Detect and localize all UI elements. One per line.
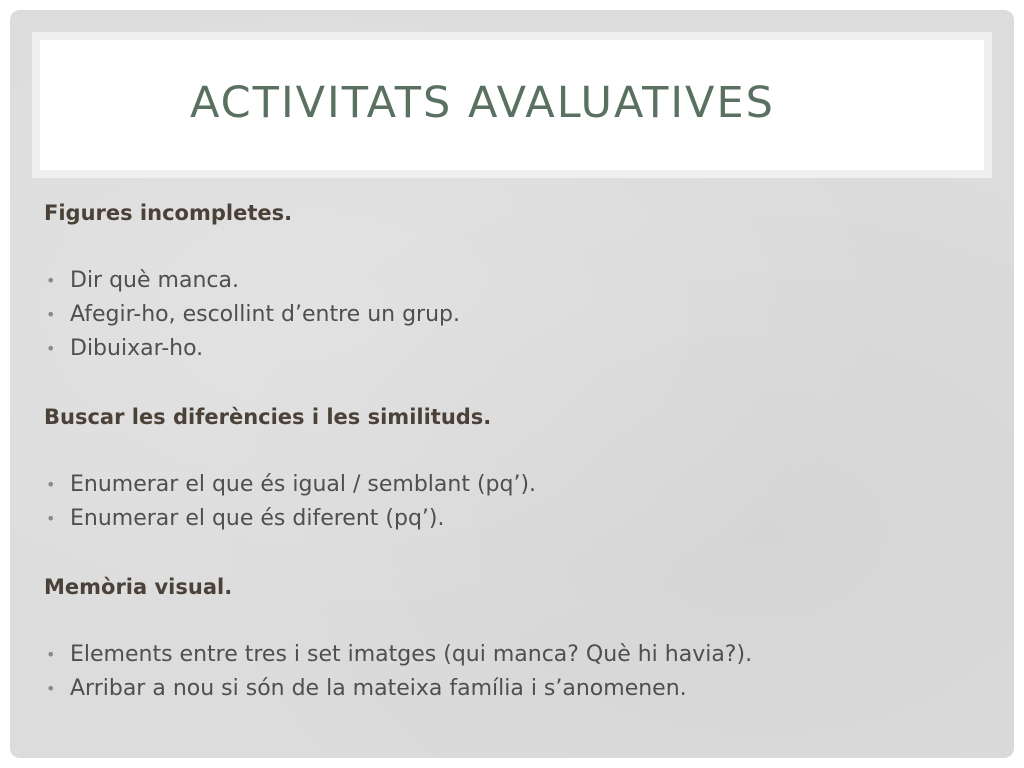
list-item-text: Enumerar el que és igual / semblant (pq’). [70, 472, 537, 497]
spacer [44, 366, 994, 400]
slide [10, 10, 1014, 758]
list-item [44, 264, 994, 298]
list-item [44, 672, 994, 706]
bullet-dot-icon: • [46, 645, 56, 664]
list-item [44, 332, 994, 366]
bullet-dot-icon: • [46, 339, 56, 358]
bullet-dot-icon: • [46, 305, 56, 324]
list-item [44, 298, 994, 332]
list-item [44, 502, 994, 536]
list-item [44, 638, 994, 672]
spacer [44, 536, 994, 570]
list-item-text: Dibuixar-ho. [70, 336, 204, 361]
slide-title: ACTIVITATS AVALUATIVES [190, 78, 775, 128]
section-heading: Buscar les diferències i les similituds. [44, 405, 492, 429]
section-heading: Figures incompletes. [44, 201, 293, 225]
slide-content [44, 196, 994, 706]
bullet-list [44, 468, 994, 536]
list-item-text: Elements entre tres i set imatges (qui manca? Què hi havia?). [70, 642, 753, 667]
bullet-dot-icon: • [46, 475, 56, 494]
bullet-list [44, 264, 994, 366]
title-box [32, 32, 992, 178]
spacer [44, 230, 994, 264]
list-item-text: Dir què manca. [70, 268, 239, 293]
list-item-text: Enumerar el que és diferent (pq’). [70, 506, 445, 531]
list-item [44, 468, 994, 502]
list-item-text: Afegir-ho, escollint d’entre un grup. [70, 302, 460, 327]
bullet-list [44, 638, 994, 706]
bullet-dot-icon: • [46, 509, 56, 528]
section-heading: Memòria visual. [44, 575, 233, 599]
bullet-dot-icon: • [46, 271, 56, 290]
spacer [44, 604, 994, 638]
spacer [44, 434, 994, 468]
list-item-text: Arribar a nou si són de la mateixa família i s’anomenen. [70, 676, 687, 701]
bullet-dot-icon: • [46, 679, 56, 698]
